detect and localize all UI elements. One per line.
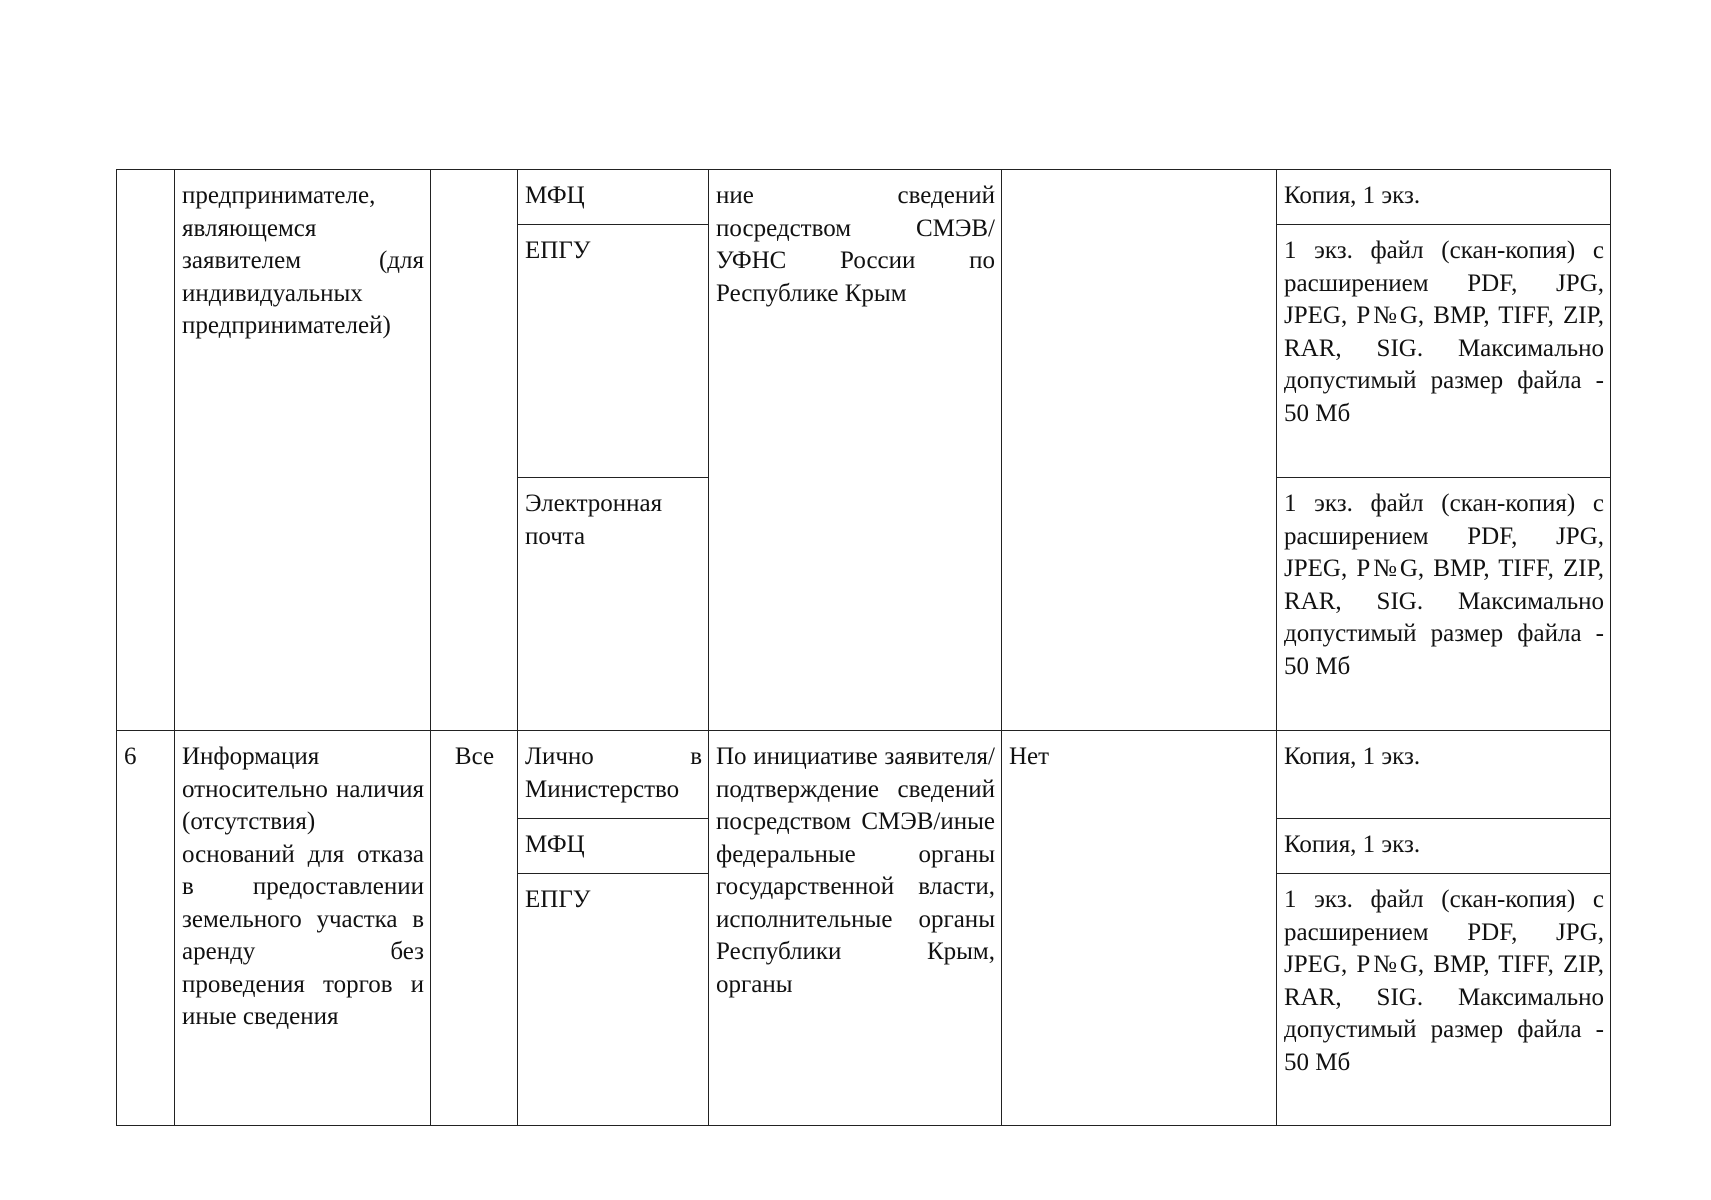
- submission-channel: ЕПГУ: [525, 886, 591, 913]
- submission-channel-cell: [518, 225, 709, 478]
- table-row: [117, 731, 1611, 819]
- submission-method-cell: [709, 170, 1002, 731]
- document-name-line: предпринимателей): [182, 312, 391, 339]
- document-name: Информация относительно наличия (отсутствия) оснований для отказа в предоставлении земельного участка в аренду без проведения торгов и иные сведения: [182, 743, 424, 1030]
- requirement-text: 1 экз. файл (скан-копия) с расширением PDF, JPG, JPEG, P№G, BMP, TIFF, ZIP, RAR, SIG. Максимально допустимый размер файла - 50 Мб: [1284, 490, 1604, 680]
- requirement-cell: [1277, 478, 1611, 731]
- applicant-category-cell: [431, 731, 518, 1126]
- requirement-text: Копия, 1 экз.: [1284, 182, 1421, 209]
- condition-text: Нет: [1009, 743, 1050, 770]
- table-row: [117, 170, 1611, 225]
- submission-method: По инициативе заявителя/подтверждение сведений посредством СМЭВ/иные федеральные органы государственной власти, исполнительные органы Республики Крым, органы: [716, 743, 995, 998]
- document-name-line: являющемся: [182, 214, 317, 242]
- submission-channel-cell: [518, 819, 709, 874]
- submission-channel-cell: [518, 874, 709, 1126]
- row-number-cell: [117, 170, 175, 731]
- requirement-text: 1 экз. файл (скан-копия) с расширением PDF, JPG, JPEG, P№G, BMP, TIFF, ZIP, RAR, SIG. Максимально допустимый размер файла - 50 Мб: [1284, 886, 1604, 1076]
- requirement-text: 1 экз. файл (скан-копия) с расширением PDF, JPG, JPEG, P№G, BMP, TIFF, ZIP, RAR, SIG. Максимально допустимый размер файла - 50 Мб: [1284, 237, 1604, 427]
- submission-channel: Лично в Министерство: [525, 743, 702, 803]
- row-number-cell: [117, 731, 175, 1126]
- submission-method: ние сведений посредством СМЭВ/УФНС России по Республике Крым: [716, 182, 995, 307]
- document-name-line: индивидуальных: [182, 279, 363, 307]
- requirement-text: Копия, 1 экз.: [1284, 831, 1421, 858]
- requirement-text: Копия, 1 экз.: [1284, 743, 1421, 770]
- submission-channel: ЕПГУ: [525, 237, 591, 264]
- condition-cell: [1002, 170, 1277, 731]
- requirement-cell: [1277, 819, 1611, 874]
- submission-channel: Электронная почта: [525, 490, 663, 550]
- applicant-category-cell: [431, 170, 518, 731]
- condition-cell: [1002, 731, 1277, 1126]
- requirement-cell: [1277, 874, 1611, 1126]
- submission-channel-cell: [518, 170, 709, 225]
- submission-channel-cell: [518, 731, 709, 819]
- document-name-cell: [175, 170, 431, 731]
- applicant-category: Все: [454, 743, 495, 770]
- document-name-cell: [175, 731, 431, 1126]
- document-name-line: заявителем (для: [182, 247, 424, 274]
- submission-method-cell: [709, 731, 1002, 1126]
- requirement-cell: [1277, 170, 1611, 225]
- document-name-line: предпринимателе,: [182, 182, 376, 209]
- row-number: 6: [124, 743, 137, 770]
- requirement-cell: [1277, 731, 1611, 819]
- documents-table: [116, 169, 1611, 1126]
- submission-channel-cell: [518, 478, 709, 731]
- submission-channel: МФЦ: [525, 182, 585, 209]
- requirement-cell: [1277, 225, 1611, 478]
- submission-channel: МФЦ: [525, 831, 585, 858]
